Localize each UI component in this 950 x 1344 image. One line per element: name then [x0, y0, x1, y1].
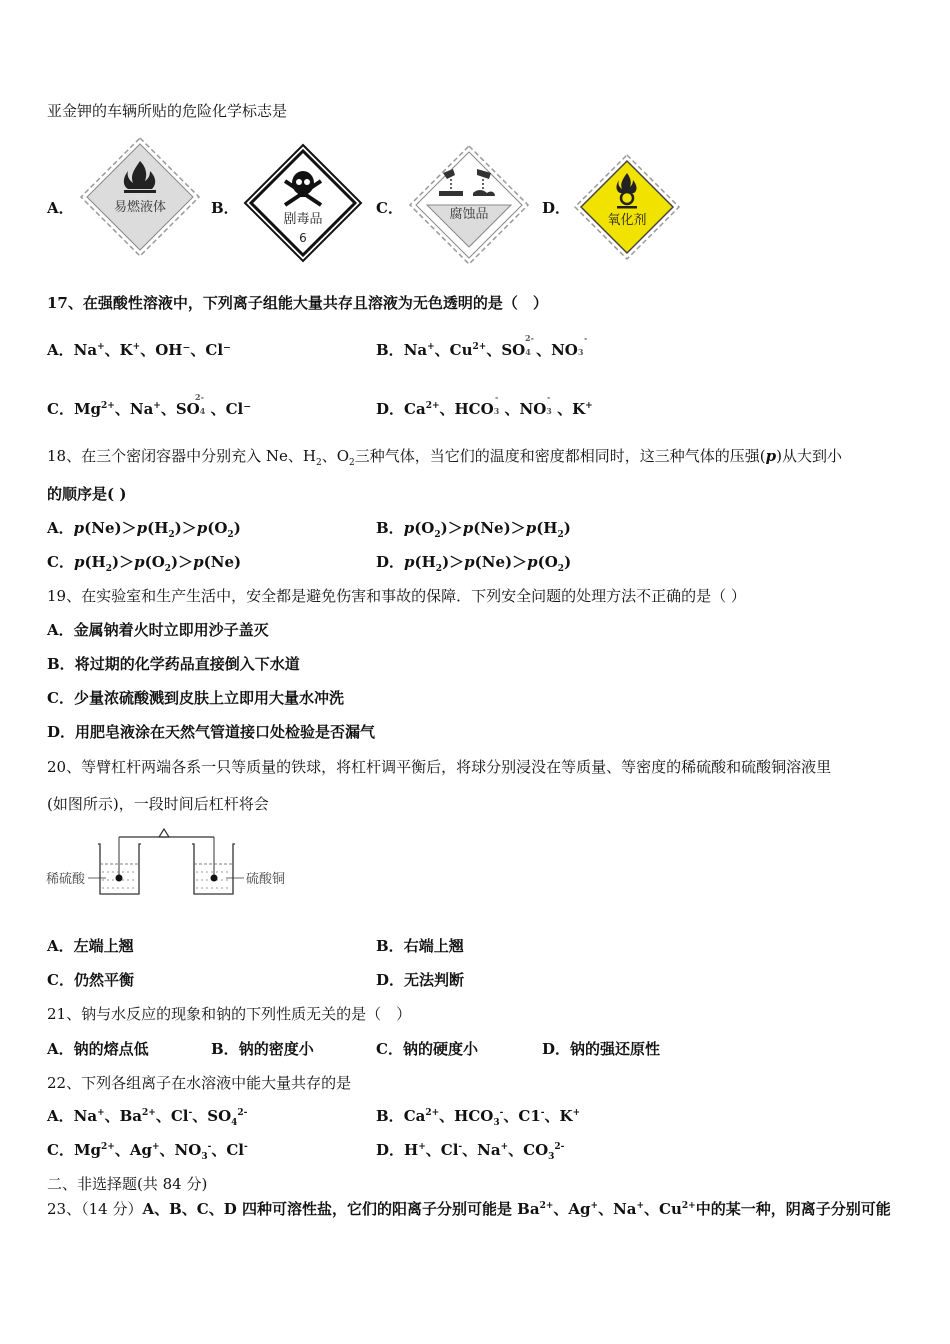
- corrosive-sign: [407, 143, 532, 268]
- question-20-stem-line2: (如图所示)，一段时间后杠杆将会: [47, 795, 269, 813]
- toxic-sign: [243, 143, 363, 263]
- q22-option-a: A．Na+、$Ba^{2+}$、Cl-、$SO_4^{2-}$: [47, 1107, 248, 1128]
- question-18-stem-line2: 的顺序是( ): [47, 485, 127, 503]
- question-18-stem-line1: 18、在三个密闭容器中分别充入 Ne、$H_2$、$O_2$三种气体，当它们的温度和密度都相同时，这三种气体的压强(p)从大到小: [47, 447, 842, 468]
- q18-option-d: D．$p(H_2)>p(Ne)>p(O_2)$: [376, 553, 572, 574]
- q20-option-d: D．无法判断: [376, 971, 465, 989]
- q16-option-c-letter: C．: [376, 199, 403, 217]
- q16-option-a-letter: A．: [47, 199, 74, 217]
- q21-option-b: B．钠的密度小: [211, 1040, 314, 1058]
- fulcrum: [159, 829, 169, 837]
- q18-option-b: B．$p(O_2)>p(Ne)>p(H_2)$: [376, 519, 571, 540]
- q17-option-b: B．Na+、$Cu^{2+}$、SO4 2- 、NO3 -: [376, 333, 588, 359]
- q21-option-a: A．钠的熔点低: [47, 1040, 149, 1058]
- q20-option-a: A．左端上翘: [47, 937, 134, 955]
- q18-option-c: C．$p(H_2)>p(O_2)>p(Ne)$: [47, 553, 242, 574]
- question-20-stem-line1: 20、等臂杠杆两端各系一只等质量的铁球，将杠杆调平衡后，将球分别浸没在等质量、等密度的稀硫酸和硫酸铜溶液里: [47, 758, 832, 776]
- q20-option-b: B．右端上翘: [376, 937, 464, 955]
- q21-option-d: D．钠的强还原性: [542, 1040, 661, 1058]
- q16-option-b-letter: B．: [211, 199, 239, 217]
- question-16-stem: 亚金钾的车辆所贴的危险化学标志是: [47, 102, 288, 120]
- question-22-stem: 22、下列各组离子在水溶液中能大量共存的是: [47, 1074, 352, 1092]
- question-21-stem: 21、钠与水反应的现象和钠的下列性质无关的是（ ）: [47, 1005, 412, 1023]
- q16-option-d-letter: D．: [542, 199, 571, 217]
- flammable-liquid-sign: [78, 135, 203, 260]
- label-dilute-sulfuric-acid: 稀硫酸: [46, 872, 86, 887]
- oxidizer-sign: [573, 153, 681, 261]
- q22-option-b: B．$Ca^{2+}$、$HCO_3^-$、C1-、K+: [376, 1107, 581, 1128]
- lever-beaker-diagram: [44, 822, 294, 902]
- q19-option-d: D．用肥皂液涂在天然气管道接口处检验是否漏气: [47, 723, 376, 741]
- q17-option-a: A．Na+、K+、OH⁻、Cl⁻: [47, 341, 231, 359]
- q22-option-c: C．$Mg^{2+}$、Ag+、$NO_3^-$、Cl-: [47, 1141, 248, 1162]
- question-19-stem: 19、在实验室和生产生活中，安全都是避免伤害和事故的保障．下列安全问题的处理方法不正确的是（ ）: [47, 587, 746, 605]
- sign-b-label: 剧毒品: [283, 212, 323, 227]
- q20-option-c: C．仍然平衡: [47, 971, 134, 989]
- q17-option-c: C．$Mg^{2+}$、Na+、SO4 2- 、Cl⁻: [47, 392, 252, 418]
- label-copper-sulfate: 硫酸铜: [246, 872, 286, 887]
- sign-c-label: 腐蚀品: [449, 207, 489, 222]
- section-2-heading: 二、非选择题(共 84 分): [47, 1175, 208, 1193]
- q19-option-a: A．金属钠着火时立即用沙子盖灭: [47, 621, 269, 639]
- q22-option-d: D．H+、Cl-、Na+、$CO_3^{2-}$: [376, 1141, 565, 1162]
- question-17-stem: 17、在强酸性溶液中，下列离子组能大量共存且溶液为无色透明的是（ ）: [47, 294, 548, 312]
- question-23-stem: 23、（14 分）A、B、C、D 四种可溶性盐，它们的阳离子分别可能是 $Ba^{2+}$、Ag+、Na+、$Cu^{2+}$中的某一种，阴离子分别可能: [47, 1200, 891, 1218]
- sign-d-label: 氧化剂: [607, 213, 647, 228]
- sign-b-number: 6: [299, 231, 307, 245]
- q18-option-a: A．$p(Ne)>p(H_2)>p(O_2)$: [47, 519, 241, 540]
- sign-a-label: 易燃液体: [113, 200, 167, 215]
- q19-option-b: B．将过期的化学药品直接倒入下水道: [47, 655, 300, 673]
- q21-option-c: C．钠的硬度小: [376, 1040, 478, 1058]
- q17-option-d: D．$Ca^{2+}$、HCO3 、NO3 、K+ - -: [376, 392, 593, 418]
- q19-option-c: C．少量浓硫酸溅到皮肤上立即用大量水冲洗: [47, 689, 344, 707]
